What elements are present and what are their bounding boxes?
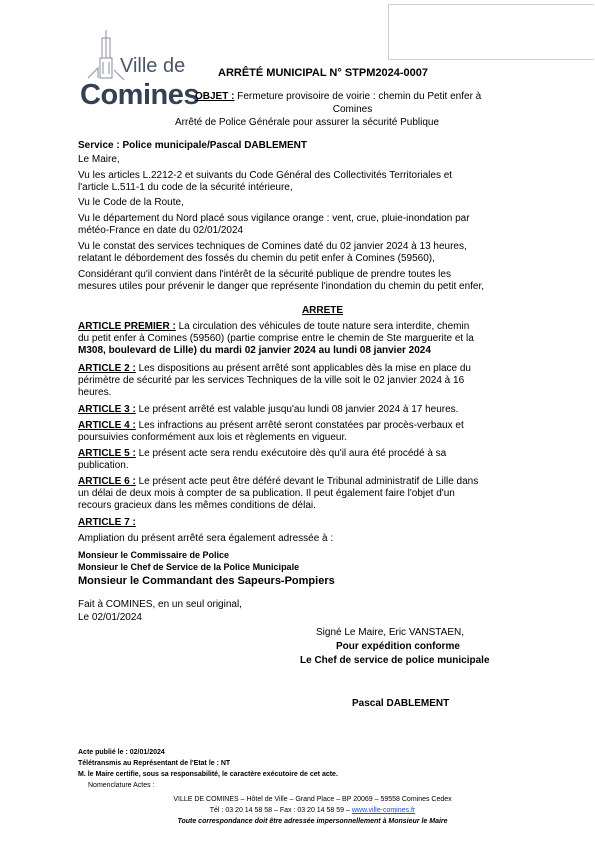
objet-line-2: Comines: [332, 104, 373, 115]
preamble-item: Considérant qu'il convient dans l'intérêt de la sécurité publique de prendre toutes les mesures utiles pour prévenir le danger que représente l'inondation du chemin du petit enfer,: [78, 269, 485, 292]
article-2: ARTICLE 2 : Les dispositions au présent arrêté sont applicables dès la mise en place du périmètre de sécurité par les services Techniques de la ville soit le 02 janvier 2024 à 16 heures.: [78, 363, 471, 398]
signature-name: Pascal DABLEMENT: [352, 698, 450, 709]
footer-tel: Tél : 03 20 14 58 58 – Fax : 03 20 14 58 59 –: [209, 807, 350, 814]
article-1: ARTICLE PREMIER : La circulation des véhicules de toute nature sera interdite, chemin du petit enfer à Comines (59560) (partie comprise entre le chemin de Ste marguerite et la M308, boulevard de Lille) du mardi 02 janvier 2024 au lundi 08 janvier 2024: [78, 321, 474, 356]
stamp-box: [388, 4, 594, 60]
recipient: Monsieur le Commandant des Sapeurs-Pompiers: [78, 575, 335, 587]
article-3: ARTICLE 3 : Le présent arrêté est valable jusqu'au lundi 08 janvier 2024 à 17 heures.: [78, 404, 459, 415]
preamble-item: Le Maire,: [78, 154, 120, 165]
preamble-item: Vu le constat des services techniques de Comines daté du 02 janvier 2024 à 13 heures, relatant le débordement des fossés du chemin du petit enfer à Comines (59560),: [78, 241, 467, 264]
article-label: ARTICLE 4 :: [78, 420, 136, 431]
article-label: ARTICLE 5 :: [78, 448, 136, 459]
article-label: ARTICLE 7 :: [78, 517, 136, 528]
signature-expedition: Pour expédition conforme: [336, 641, 460, 652]
preamble-item: Vu les articles L.2212-2 et suivants du Code Général des Collectivités Territoriales et l'article L.511-1 du code de la sécurité intérieure,: [78, 170, 453, 193]
objet-label: OBJET :: [195, 91, 235, 102]
footer-certifie: M. le Maire certifie, sous sa responsabilité, le caractère exécutoire de cet acte.: [78, 771, 338, 778]
article-6: ARTICLE 6 : Le présent acte peut être déféré devant le Tribunal administratif de Lille dans un délai de deux mois à compter de sa publication. Il peut également faire l'objet d'un recours gracieux dans les mêmes conditions de délai.: [78, 476, 479, 511]
arrete-heading: ARRETE: [301, 305, 344, 316]
service-line: Service : Police municipale/Pascal DABLEMENT: [78, 140, 307, 151]
preamble-item: Vu le département du Nord placé sous vigilance orange : vent, crue, pluie-inondation par météo-France en date du 02/01/2024: [78, 213, 470, 236]
fait-a-text: Fait à COMINES, en un seul original,: [78, 599, 242, 610]
objet-line-1: [195, 91, 481, 102]
footer-correspondence: Toute correspondance doit être adressée impersonnellement à Monsieur le Maire: [177, 818, 448, 825]
signature-signe: Signé Le Maire, Eric VANSTAEN,: [316, 627, 465, 638]
objet-line-3: Arrêté de Police Générale pour assurer la sécurité Publique: [175, 117, 440, 128]
footer-address: VILLE DE COMINES – Hôtel de Ville – Grand Place – BP 20069 – 59558 Comines Cedex: [173, 796, 452, 803]
ampliation-text: Ampliation du présent arrêté sera également adressée à :: [78, 533, 334, 544]
logo-ville-text: Ville de: [120, 55, 186, 77]
article-label: ARTICLE 2 :: [78, 363, 136, 374]
article-label: ARTICLE 3 :: [78, 404, 136, 415]
footer-nomenclature: Nomenclature Actes :: [88, 782, 155, 789]
article-label: ARTICLE PREMIER :: [78, 321, 176, 332]
footer-teletransmis: Télétransmis au Représentant de l'Etat le : NT: [78, 760, 231, 767]
article-7: [78, 517, 519, 529]
objet-text-1: Fermeture provisoire de voirie : chemin du Petit enfer à: [237, 91, 482, 102]
article-4: ARTICLE 4 : Les infractions au présent arrêté seront constatées par procès-verbaux et poursuivies conformément aux lois et règlements en vigueur.: [78, 420, 464, 443]
logo-comines-text: Comines: [80, 79, 199, 111]
footer-publie: Acte publié le : 02/01/2024: [78, 749, 165, 756]
signature-chef: Le Chef de service de police municipale: [300, 655, 490, 666]
article-5: ARTICLE 5 : Le présent acte sera rendu exécutoire dès qu'il aura été procédé à sa publication.: [78, 448, 447, 471]
preamble-item: Vu le Code de la Route,: [78, 197, 184, 208]
website-link[interactable]: www.ville-comines.fr: [351, 807, 416, 814]
document-title: ARRÊTÉ MUNICIPAL N° STPM2024-0007: [218, 67, 428, 79]
recipient: Monsieur le Commissaire de Police: [78, 550, 230, 560]
article-label: ARTICLE 6 :: [78, 476, 136, 487]
footer-contact: [0, 807, 595, 814]
recipient: Monsieur le Chef de Service de la Police Municipale: [78, 562, 300, 572]
date-text: Le 02/01/2024: [78, 612, 142, 623]
